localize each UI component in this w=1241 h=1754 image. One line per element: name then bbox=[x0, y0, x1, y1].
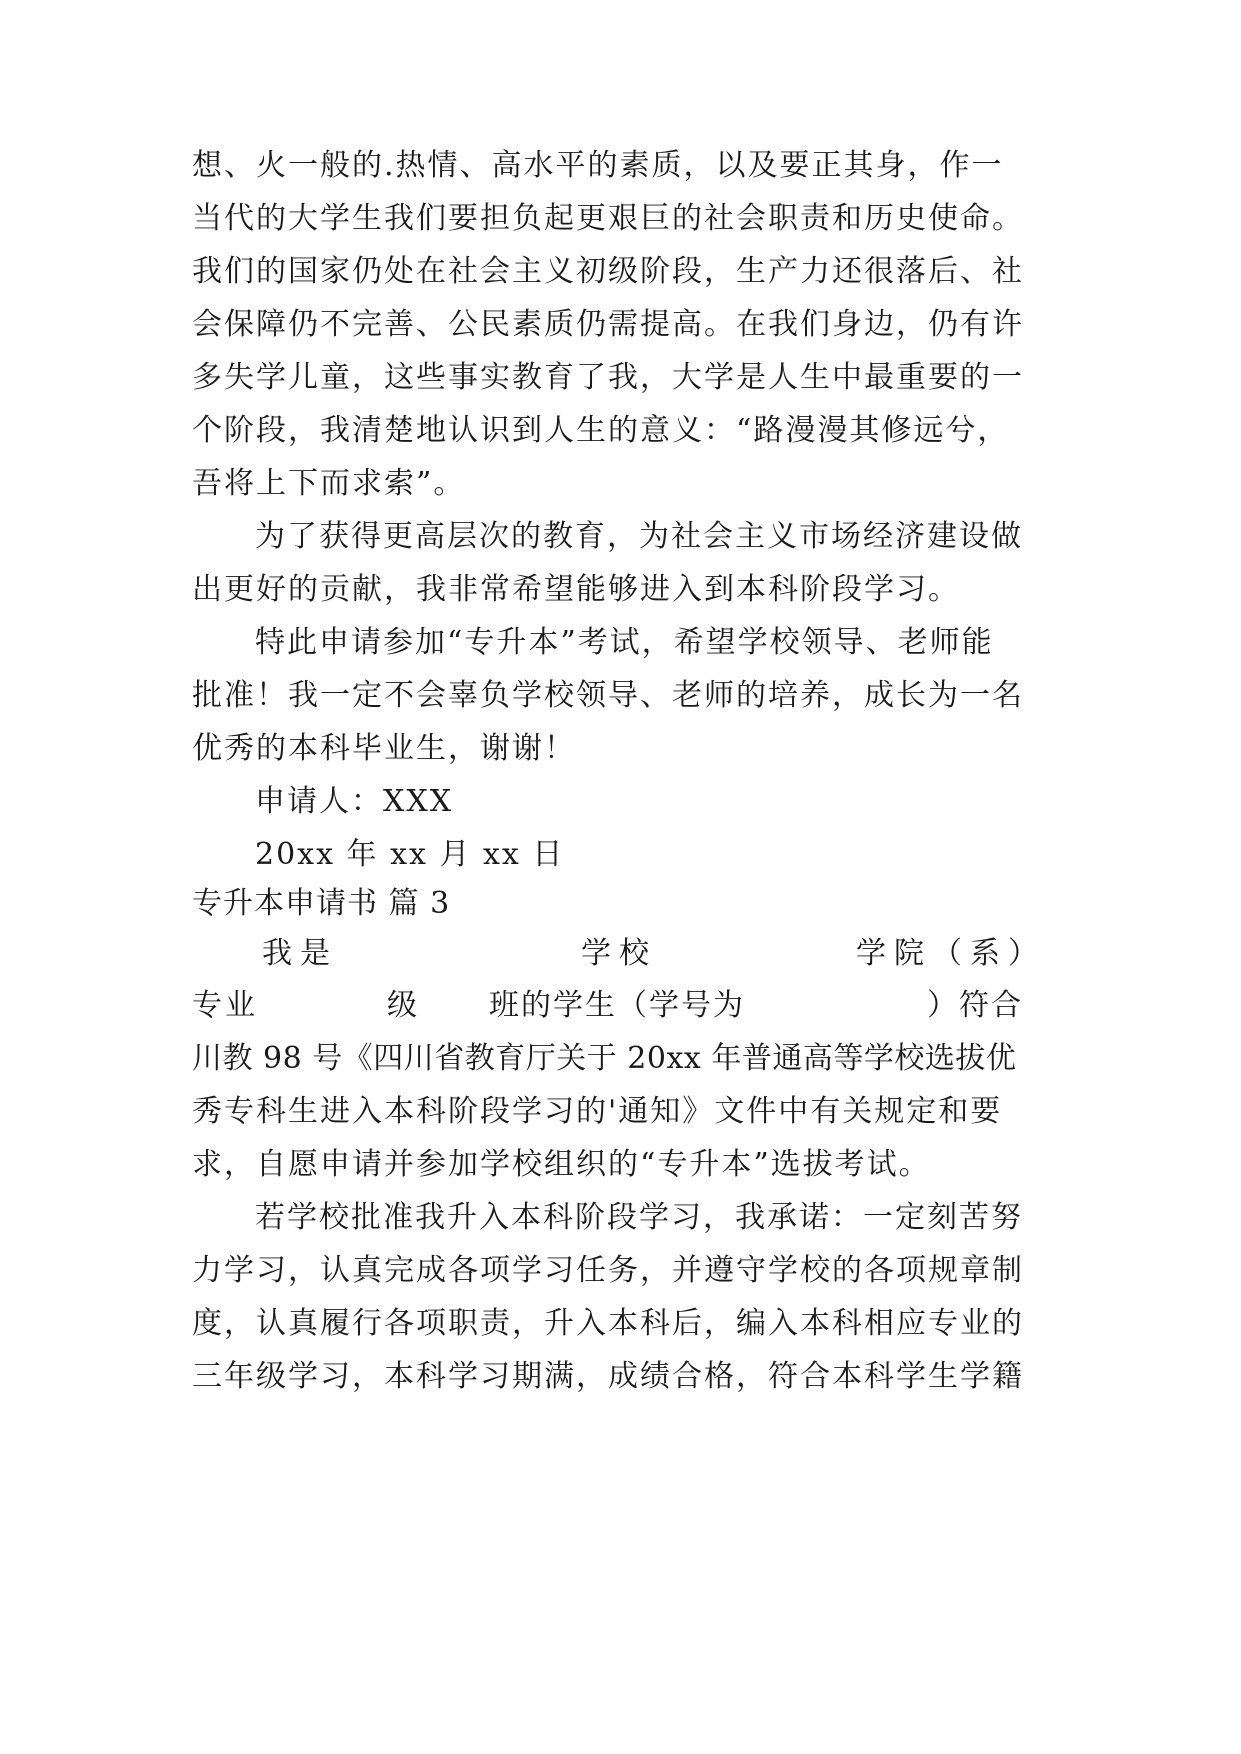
paragraph-line: 当代的大学生我们要担负起更艰巨的社会职责和历史使命。 bbox=[192, 201, 1024, 236]
form-school: 学校 bbox=[581, 936, 657, 971]
paragraph-line: 特此申请参加“专升本”考试，希望学校领导、老师能 bbox=[255, 625, 994, 660]
paragraph-line: 秀专科生进入本科阶段学习的'通知》文件中有关规定和要 bbox=[192, 1094, 1003, 1129]
form-class: 班的学生（学号为 bbox=[489, 988, 745, 1023]
paragraph-line: 优秀的本科毕业生，谢谢！ bbox=[192, 731, 576, 766]
paragraph-line: 若学校批准我升入本科阶段学习，我承诺：一定刻苦努 bbox=[255, 1200, 1023, 1235]
applicant-signature: 申请人：XXX bbox=[255, 784, 454, 819]
paragraph-line: 批准！我一定不会辜负学校领导、老师的培养，成长为一名 bbox=[192, 678, 1024, 713]
application-date: 20xx 年 xx 月 xx 日 bbox=[255, 837, 565, 872]
paragraph-line: 川教 98 号《四川省教育厅关于 20xx 年普通高等学校选拔优 bbox=[192, 1041, 1017, 1076]
paragraph-line: 想、火一般的.热情、高水平的素质，以及要正其身，作一 bbox=[192, 148, 1004, 183]
paragraph-line: 求，自愿申请并参加学校组织的“专升本”选拔考试。 bbox=[192, 1147, 931, 1182]
paragraph-line: 出更好的贡献，我非常希望能够进入到本科阶段学习。 bbox=[192, 572, 960, 607]
paragraph-line: 三年级学习，本科学习期满，成绩合格，符合本科学生学籍 bbox=[192, 1359, 1024, 1394]
paragraph-line: 度，认真履行各项职责，升入本科后，编入本科相应专业的 bbox=[192, 1306, 1024, 1341]
paragraph-line: 为了获得更高层次的教育，为社会主义市场经济建设做 bbox=[255, 519, 1023, 554]
form-college: 学院（系） bbox=[856, 936, 1046, 971]
paragraph-line: 力学习，认真完成各项学习任务，并遵守学校的各项规章制 bbox=[192, 1253, 1024, 1288]
paragraph-line: 个阶段，我清楚地认识到人生的意义：“路漫漫其修远兮， bbox=[192, 413, 1010, 448]
form-major: 专业 bbox=[192, 988, 258, 1023]
section-heading: 专升本申请书 篇 3 bbox=[192, 886, 451, 921]
paragraph-line: 吾将上下而求索”。 bbox=[192, 466, 466, 501]
form-grade: 级 bbox=[387, 988, 417, 1023]
paragraph-line: 多失学儿童，这些事实教育了我，大学是人生中最重要的一 bbox=[192, 360, 1024, 395]
form-suffix: ）符合 bbox=[927, 988, 1023, 1023]
paragraph-line: 我们的国家仍处在社会主义初级阶段，生产力还很落后、社 bbox=[192, 254, 1024, 289]
form-prefix: 我是 bbox=[262, 936, 338, 971]
paragraph-line: 会保障仍不完善、公民素质仍需提高。在我们身边，仍有许 bbox=[192, 307, 1024, 342]
